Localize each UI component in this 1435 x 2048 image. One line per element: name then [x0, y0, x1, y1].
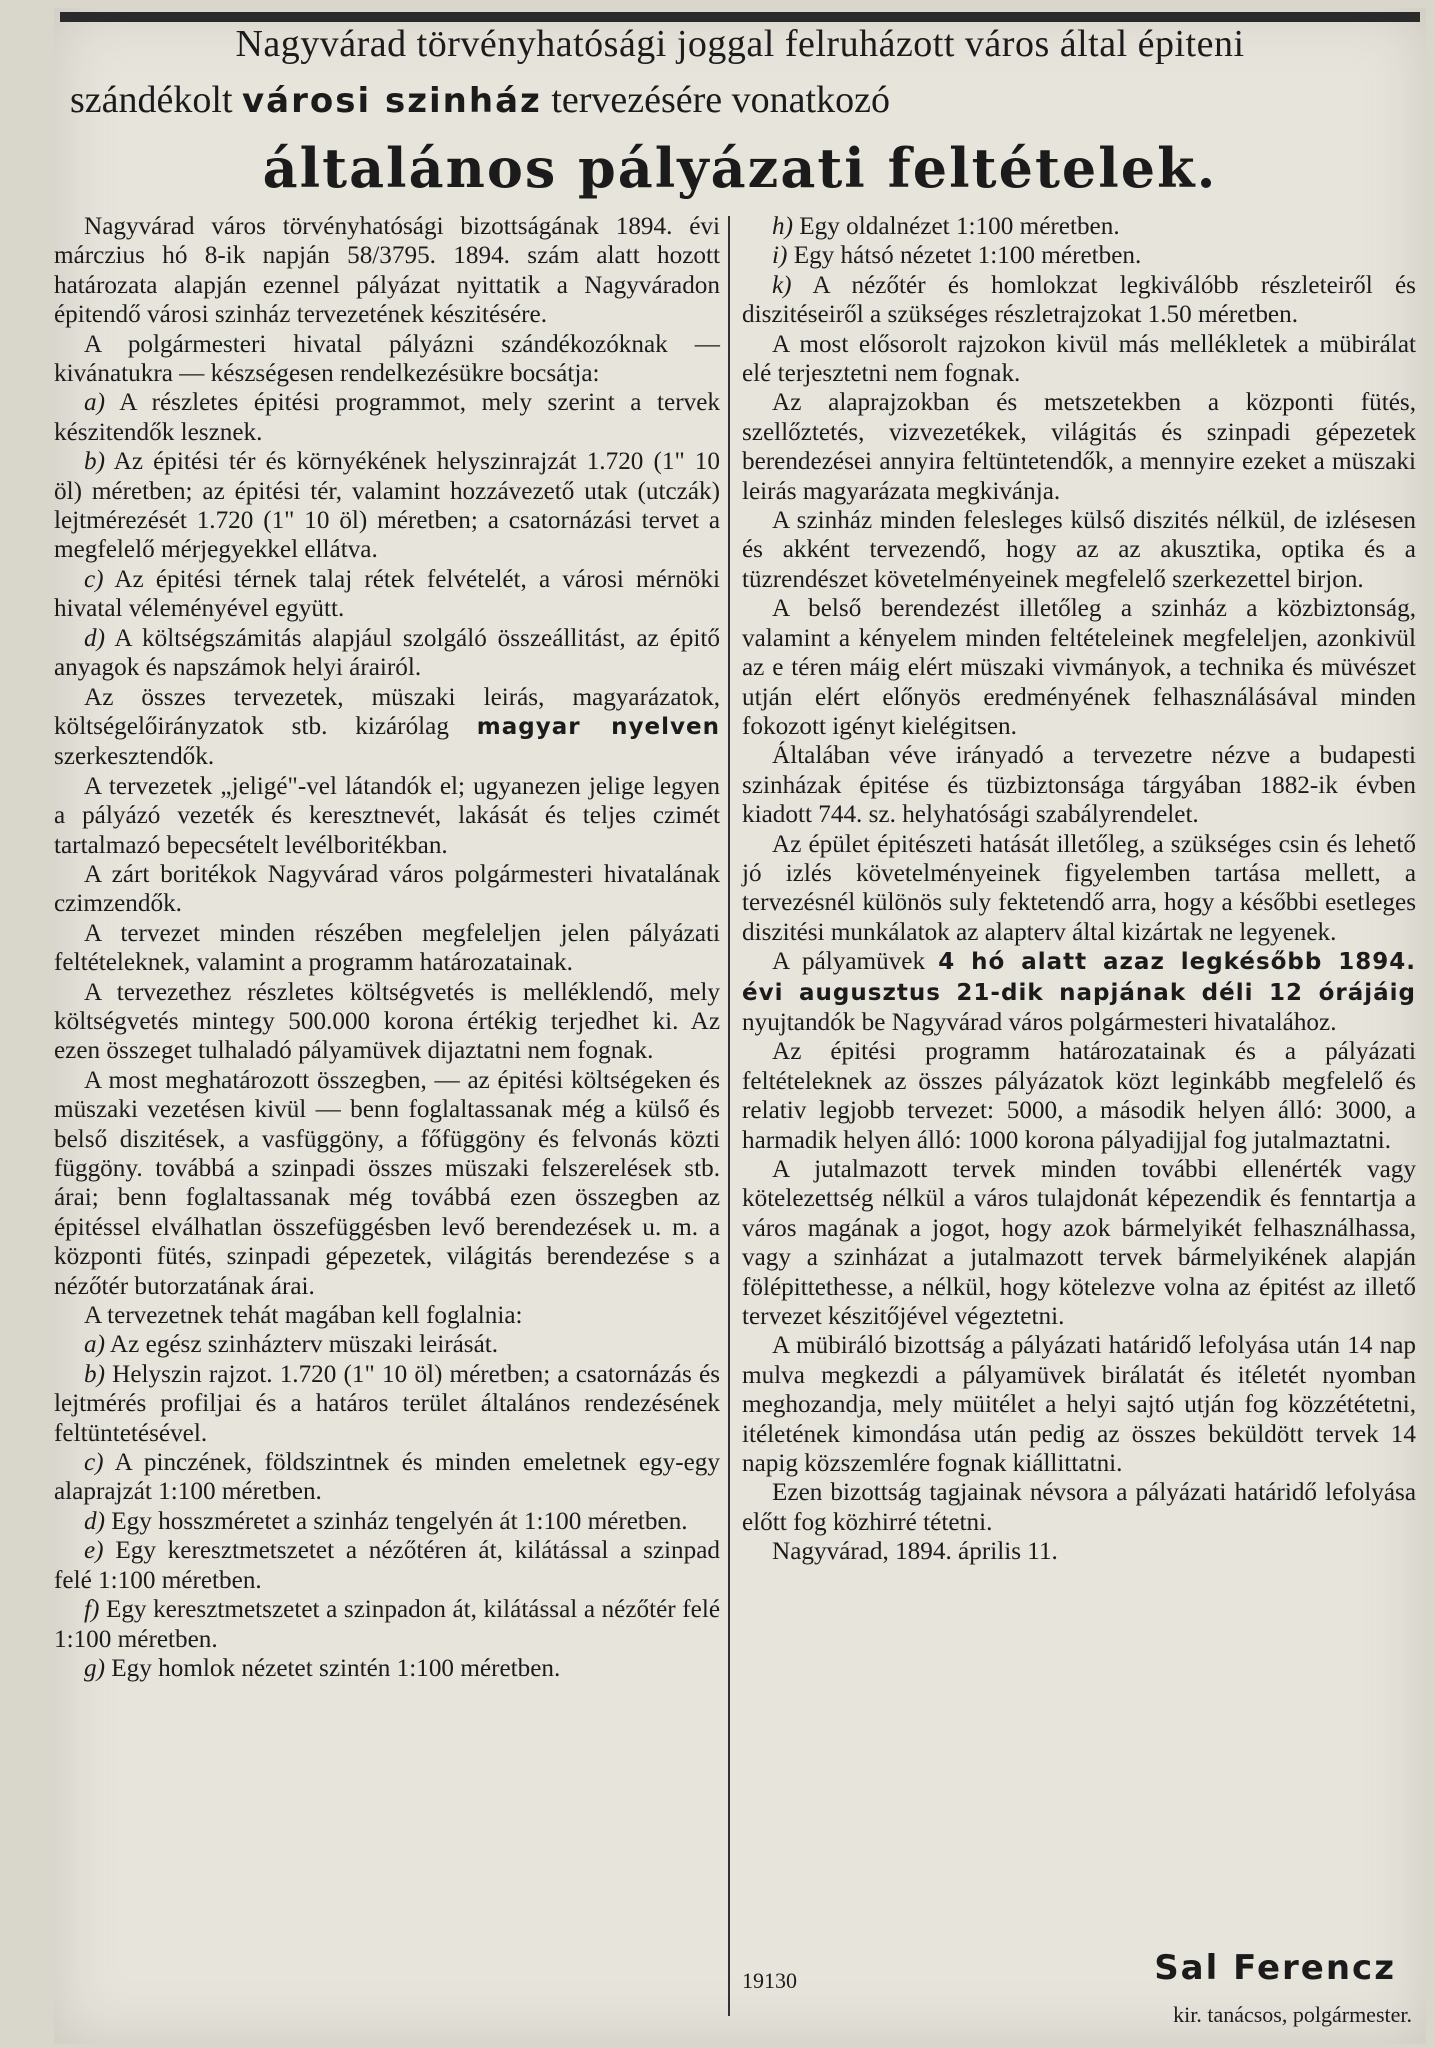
paragraph: A most meghatározott összegben, — az épitési költségeken és müszaki vezetésen kivül — benn foglaltassanak még a külső és belső diszitések, a vasfüggöny, a főfüggöny és felvonás közti függöny. továbbá a szinpadi összes müszaki felszerelések stb. árai; benn foglaltassanak még továbbá ezen összegben az épitéssel elválhatlan összefüggésben levő berendezések u. m. a központi fütés, szinpadi gépezetek, világitás berendezése s a nézőtér butorzatának árai. [54, 1066, 720, 1300]
list-item [742, 271, 1416, 330]
paragraph: A tervezet minden részében megfeleljen jelen pályázati feltételeknek, valamint a programm határozatainak. [54, 919, 720, 977]
item-text: A nézőtér és homlokzat legkiválóbb részleteiről és diszitéseiről a szükséges részletrajzokat 1.50 méretben. [742, 271, 1416, 329]
list-item [54, 565, 720, 624]
paragraph [742, 947, 1416, 1037]
item-letter: b) [84, 1360, 105, 1388]
item-letter: h) [772, 213, 793, 240]
list-item [54, 1330, 720, 1359]
header-line2-post: tervezésére vonatkozó [551, 79, 890, 121]
paragraph-text: Az összes tervezetek, müszaki leirás, magyarázatok, költségelőirányzatok stb. kizárólag [54, 683, 720, 740]
bold-text: 4 hó alatt azaz legkésőbb 1894. évi augusztus 21-dik napjának déli 12 órájáig [742, 949, 1417, 1006]
list-item [54, 447, 720, 565]
header-line1: Nagyvárad törvényhatósági joggal felruházott város által épiteni [235, 23, 1245, 65]
newspaper-clipping [54, 8, 1426, 2044]
item-text: Egy keresztmetszetet a szinpadon át, kilátással a nézőtér felé 1:100 méretben. [54, 1596, 720, 1653]
paragraph: A szinház minden felesleges külső diszités nélkül, de izlésesen és akként tervezendő, hogy az az akusztika, optika és a tüzrendészet követelményeinek megfelelő szerkezettel birjon. [742, 507, 1416, 593]
item-text: Egy hátsó nézetet 1:100 méretben. [793, 242, 1142, 270]
item-letter: e) [84, 1537, 104, 1565]
item-letter: f) [84, 1596, 100, 1624]
item-letter: b) [84, 448, 105, 476]
column-divider [728, 216, 730, 2016]
paragraph-text: nyujtandók be Nagyvárad város polgármesteri hivatalához. [742, 1008, 1337, 1036]
list-item [742, 241, 1416, 270]
item-letter: g) [84, 1654, 105, 1682]
item-text: Egy hosszméretet a szinház tengelyén át 1:100 méretben. [111, 1507, 688, 1535]
list-item [54, 1654, 720, 1683]
item-text: A részletes épitési programmot, mely szerint a tervek készitendők lesznek. [54, 389, 720, 446]
paragraph: Az épület épitészeti hatását illetőleg, a szükséges csin és lehető jó izlés követelményeinek figyelemben tartása mellett, a tervezésnél különös suly fektetendő arra, hogy a későbbi esetleges diszitési munkálatok az alapterv által kizártak ne legyenek. [742, 830, 1416, 946]
paragraph: A most elősorolt rajzokon kivül más mellékletek a mübirálat elé terjesztetni nem fognak. [742, 330, 1416, 388]
list-item [54, 388, 720, 447]
header-line2 [64, 78, 1416, 123]
item-text: A költségszámitás alapjául szolgáló összeállitást, az épitő anyagok és napszámok helyi árairól. [54, 624, 720, 682]
list-item [54, 1360, 720, 1448]
paragraph: Ezen bizottság tagjainak névsora a pályázati határidő lefolyása előtt fog közhirré tétetni. [742, 1479, 1416, 1536]
item-text: A pinczének, földszintnek és minden emeletnek egy-egy alaprajzát 1:100 méretben. [54, 1449, 720, 1506]
paragraph [54, 683, 720, 772]
item-letter: i) [772, 242, 788, 270]
paragraph: Nagyvárad város törvényhatósági bizottságának 1894. évi márczius hó 8-ik napján 58/3795. 1894. szám alatt hozott határozata alapján ezennel pályázat nyittatik a Nagyváradon épitendő városi szinház tervezetének készitésére. [54, 213, 720, 329]
list-item [54, 1448, 720, 1507]
item-text: Az épitési tér és környékének helyszinrajzát 1.720 (1" 10 öl) méretben; az épitési tér, valamint hozzávezető utak (utczák) lejtmérezését 1.720 (1" 10 öl) méretben; a csatornázási tervet a megfelelő mérjegyekkel ellátva. [54, 448, 720, 564]
paragraph: A mübiráló bizottság a pályázati határidő lefolyása után 14 nap mulva megkezdi a pályamüvek birálatát és itéletét nyomban meghozandja, mely müitélet a helyi sajtó utján fog közzététetni, itéletének kimondása után pedig az összes beküldött tervek 14 napig közszemlére fognak kiállittatni. [742, 1332, 1416, 1478]
header-line2-pre: szándékolt [70, 79, 233, 121]
item-text: Egy homlok nézetet szintén 1:100 méretben. [111, 1654, 561, 1682]
paragraph: A tervezethez részletes költségvetés is melléklendő, mely költségvetés mintegy 500.000 korona értékig terjedhet ki. Az ezen összeget tulhaladó pályamüvek dijaztatni nem fognak. [54, 978, 720, 1065]
item-text: Az egész szinházterv müszaki leirását. [109, 1331, 499, 1359]
item-letter: c) [84, 1449, 104, 1477]
item-letter: d) [84, 1507, 105, 1535]
paragraph: A tervezetek „jeligé"-vel látandók el; ugyanezen jelige legyen a pályázó vezeték és keresztnevét, lakását és teljes czimét tartalmazó bepecsételt levélboritékban. [54, 772, 720, 859]
header-line2-bold: városi szinház [242, 81, 542, 121]
item-letter: k) [772, 271, 792, 299]
top-rule [60, 12, 1420, 22]
reference-number: 19130 [742, 1968, 797, 1993]
left-column [54, 212, 720, 1683]
item-letter: a) [84, 1331, 105, 1359]
paragraph: Általában véve irányadó a tervezetre nézve a budapesti szinházak épitése és tüzbiztonsága tárgyában 1882-ik évben kiadott 744. sz. helyhatósági szabályrendelet. [742, 742, 1416, 829]
list-item [54, 1536, 720, 1595]
signer-name: Sal Ferencz [1154, 1948, 1396, 1988]
item-text: Az épitési térnek talaj rétek felvételét, a városi mérnöki hivatal véleményével együtt. [54, 565, 720, 623]
paragraph: A jutalmazott tervek minden további ellenérték vagy kötelezettség nélkül a város tulajdonát képezendik és fenntartja a város magának a jogot, hogy azok bármelyikét felhasználhassa, vagy a szinházat a jutalmazott tervek bármelyikének alapján fölépittethesse, a nélkül, hogy kötelezve volna az épitést az illető tervezet készitőjével végeztetni. [742, 1156, 1416, 1331]
item-text: Egy oldalnézet 1:100 méretben. [799, 213, 1120, 240]
item-letter: c) [84, 565, 104, 593]
right-column [742, 212, 1416, 1567]
bold-text: magyar nyelven [476, 713, 720, 740]
paragraph: A tervezetnek tehát magában kell foglalnia: [84, 1302, 523, 1330]
item-text: Egy keresztmetszetet a nézőtéren át, kilátással a szinpad felé 1:100 méretben. [54, 1537, 721, 1594]
paragraph: Az épitési programm határozatainak és a pályázati feltételeknek az összes pályázatok közt leginkább megfelelő és relativ legjobb tervezet: 5000, a második helyen álló: 3000, a harmadik helyen álló: 1000 korona pályadijjal fog jutalmaztatni. [742, 1038, 1416, 1154]
paragraph: A belső berendezést illetőleg a szinház a közbiztonság, valamint a kényelem minden feltételeinek megfeleljen, azonkivül az e téren máig elért müszaki vivmányok, a technika és müvészet utján elért előnyös eredményének felhasználásával minden fokozott igényt kielégitsen. [742, 595, 1416, 740]
list-item [742, 212, 1416, 241]
paragraph-text: szerkesztendők. [54, 743, 215, 771]
list-item [54, 1507, 720, 1536]
item-letter: d) [84, 624, 105, 652]
signer-title: kir. tanácsos, polgármester. [1173, 2002, 1412, 2027]
paragraph-text: A pályamüvek [772, 948, 926, 976]
paragraph: Az alaprajzokban és metszetekben a központi fütés, szellőztetés, vizvezetékek, világitás és szinpadi gépezetek berendezései annyira feltüntetendők, a mennyire ezeket a müszaki leirás magyarázata megkivánja. [742, 389, 1416, 505]
date-line: Nagyvárad, 1894. április 11. [772, 1538, 1058, 1566]
item-letter: a) [84, 389, 105, 417]
item-text: Helyszin rajzot. 1.720 (1" 10 öl) méretben; a csatornázás és lejtmérés profiljai és a határos terület általános rendezésének feltüntetésével. [54, 1360, 720, 1447]
list-item [54, 1595, 720, 1654]
paragraph: A polgármesteri hivatal pályázni szándékozóknak — kivánatukra — készségesen rendelkezésükre bocsátja: [54, 330, 720, 388]
paragraph: A zárt boritékok Nagyvárad város polgármesteri hivatalának czimzendők. [54, 860, 720, 918]
page-title: általános pályázati feltételek. [262, 136, 1218, 200]
list-item [54, 624, 720, 683]
